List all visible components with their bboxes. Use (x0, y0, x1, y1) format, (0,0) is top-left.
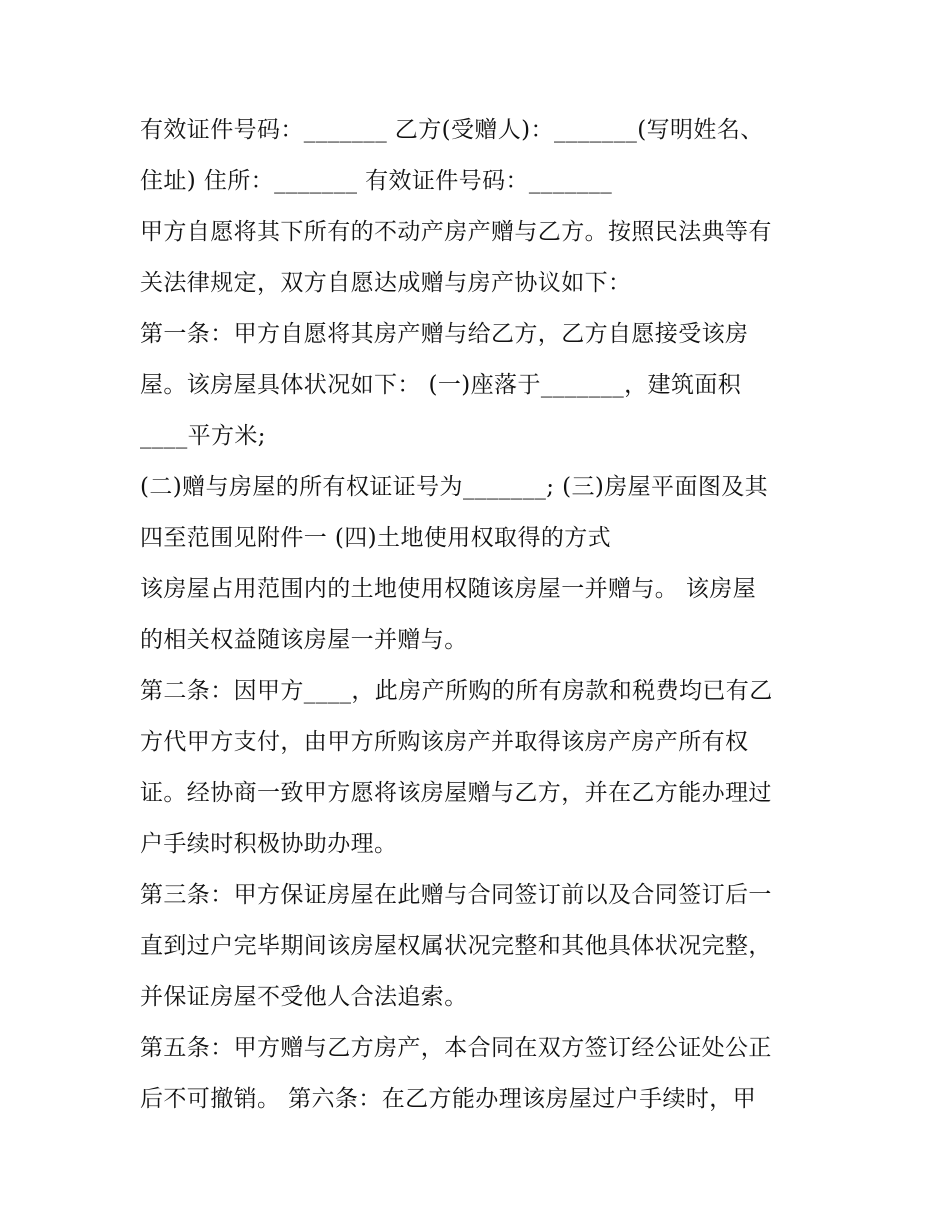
text-line: ____平方米; (140, 423, 266, 449)
text-line: 后不可撤销。 第六条：在乙方能办理该房屋过户手续时，甲 (140, 1086, 757, 1112)
text-line: 第二条：因甲方____，此房产所购的所有房款和税费均已有乙 (140, 678, 773, 704)
text-line: 住址) 住所：_______ 有效证件号码：_______ (140, 168, 613, 194)
text-line: 关法律规定，双方自愿达成赠与房产协议如下： (140, 270, 632, 296)
text-line: 第一条：甲方自愿将其房产赠与给乙方，乙方自愿接受该房 (140, 321, 749, 347)
text-line: 第五条：甲方赠与乙方房产，本合同在双方签订经公证处公正 (140, 1035, 772, 1061)
text-line: 直到过户完毕期间该房屋权属状况完整和其他具体状况完整， (140, 933, 772, 959)
text-line: 并保证房屋不受他人合法追索。 (140, 984, 468, 1010)
text-line: 证。经协商一致甲方愿将该房屋赠与乙方，并在乙方能办理过 (140, 780, 772, 806)
text-line: 该房屋占用范围内的土地使用权随该房屋一并赠与。 该房屋 (140, 576, 757, 602)
text-line: 甲方自愿将其下所有的不动产房产赠与乙方。按照民法典等有 (140, 219, 772, 245)
text-line: (二)赠与房屋的所有权证证号为_______; (三)房屋平面图及其 (140, 474, 769, 500)
text-line: 第三条：甲方保证房屋在此赠与合同签订前以及合同签订后一 (140, 882, 772, 908)
text-line: 户手续时积极协助办理。 (140, 831, 398, 857)
text-line: 四至范围见附件一 (四)土地使用权取得的方式 (140, 525, 612, 551)
text-line: 有效证件号码：_______ 乙方(受赠人)：_______(写明姓名、 (140, 117, 764, 143)
text-line: 方代甲方支付，由甲方所购该房产并取得该房产房产所有权 (140, 729, 749, 755)
text-line: 的相关权益随该房屋一并赠与。 (140, 627, 468, 653)
text-line: 屋。该房屋具体状况如下： (一)座落于_______，建筑面积 (140, 372, 742, 398)
contract-body (140, 107, 830, 1127)
